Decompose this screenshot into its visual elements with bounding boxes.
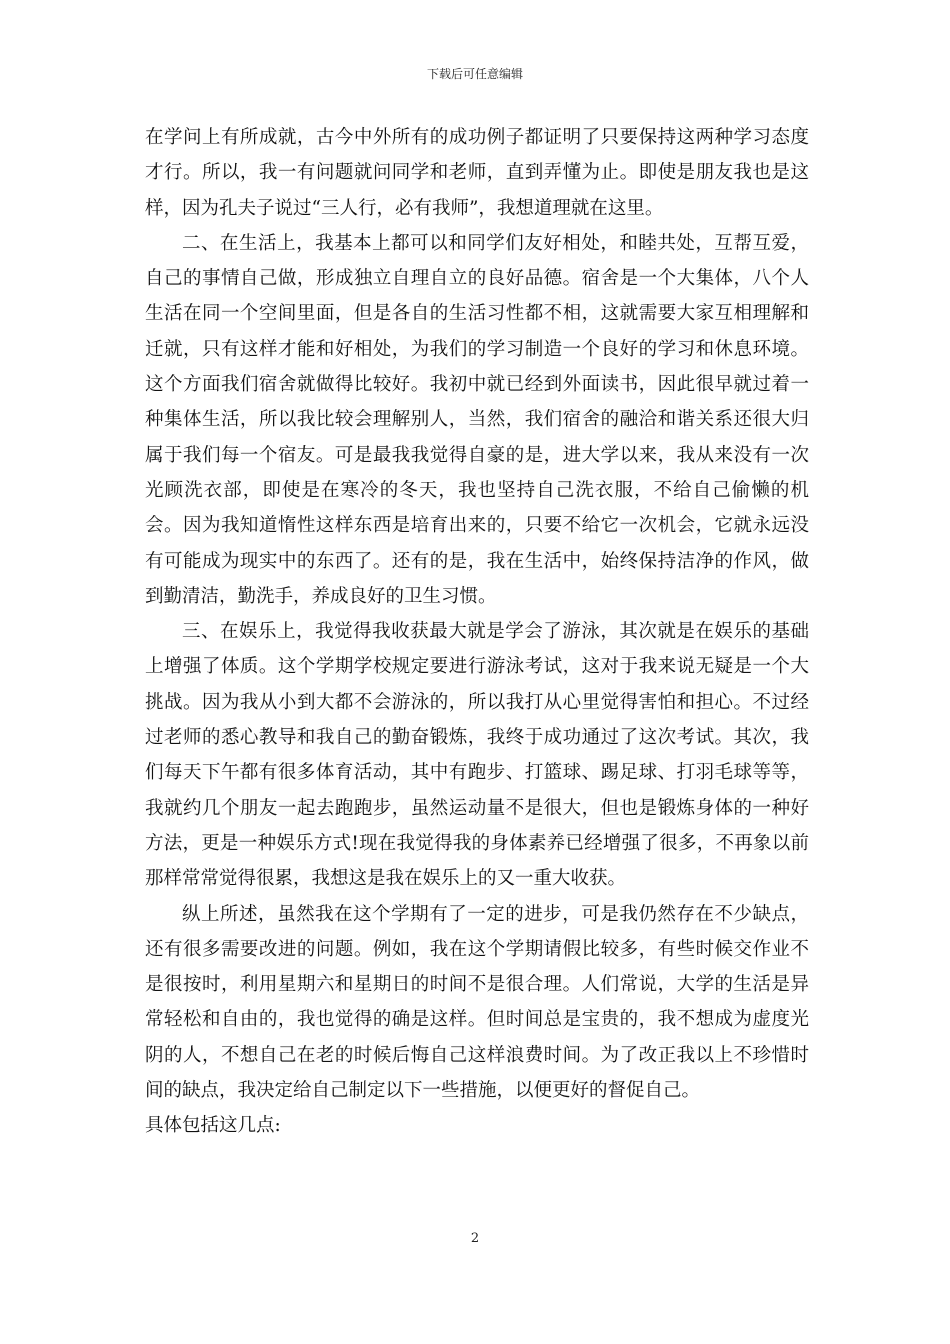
paragraph-summary: 纵上所述，虽然我在这个学期有了一定的进步，可是我仍然存在不少缺点，还有很多需要改进的问题。例如，我在这个学期请假比较多，有些时候交作业不是很按时，利用星期六和星期日的时间不是很合理。人们常说，大学的生活是异常轻松和自由的，我也觉得的确是这样。但时间总是宝贵的，我不想成为虚度光阴的人，不想自己在老的时候后悔自己这样浪费时间。为了改正我以上不珍惜时间的缺点，我决定给自己制定以下一些措施，以便更好的督促自己。	[145, 903, 809, 1102]
paragraph-entertainment: 三、在娱乐上，我觉得我收获最大就是学会了游泳，其次就是在娱乐的基础上增强了体质。这个学期学校规定要进行游泳考试，这对于我来说无疑是一个大挑战。因为我从小到大都不会游泳的，所以我打从心里觉得害怕和担心。不过经过老师的悉心教导和我自己的勤奋锻炼，我终于成功通过了这次考试。其次，我们每天下午都有很多体育活动，其中有跑步、打篮球、踢足球、打羽毛球等等，我就约几个朋友一起去跑跑步，虽然运动量不是很大，但也是锻炼身体的一种好方法，更是一种娱乐方式!现在我觉得我的身体素养已经增强了很多，不再象以前那样常常觉得很累，我想这是我在娱乐上的又一重大收获。	[145, 621, 809, 890]
paragraph-study-conclusion: 在学问上有所成就，古今中外所有的成功例子都证明了只要保持这两种学习态度才行。所以，我一有问题就问同学和老师，直到弄懂为止。即使是朋友我也是这样，因为孔夫子说过“三人行，必有我师”，我想道理就在这里。	[145, 127, 809, 219]
paragraph-details-intro: 具体包括这几点:	[145, 1115, 281, 1137]
page-number: 2	[470, 1231, 480, 1246]
document-body	[145, 120, 809, 1144]
page-header: 下载后可任意编辑	[426, 67, 523, 81]
paragraph-life: 二、在生活上，我基本上都可以和同学们友好相处，和睦共处，互帮互爱，自己的事情自己做，形成独立自理自立的良好品德。宿舍是一个大集体，八个人生活在同一个空间里面，但是各自的生活习性都不相，这就需要大家互相理解和迁就，只有这样才能和好相处，为我们的学习制造一个良好的学习和休息环境。这个方面我们宿舍就做得比较好。我初中就已经到外面读书，因此很早就过着一种集体生活，所以我比较会理解别人，当然，我们宿舍的融洽和谐关系还很大归属于我们每一个宿友。可是最我我觉得自豪的是，进大学以来，我从来没有一次光顾洗衣部，即使是在寒冷的冬天，我也坚持自己洗衣服，不给自己偷懒的机会。因为我知道惰性这样东西是培育出来的，只要不给它一次机会，它就永远没有可能成为现实中的东西了。还有的是，我在生活中，始终保持洁净的作风，做到勤清洁，勤洗手，养成良好的卫生习惯。	[145, 232, 809, 607]
